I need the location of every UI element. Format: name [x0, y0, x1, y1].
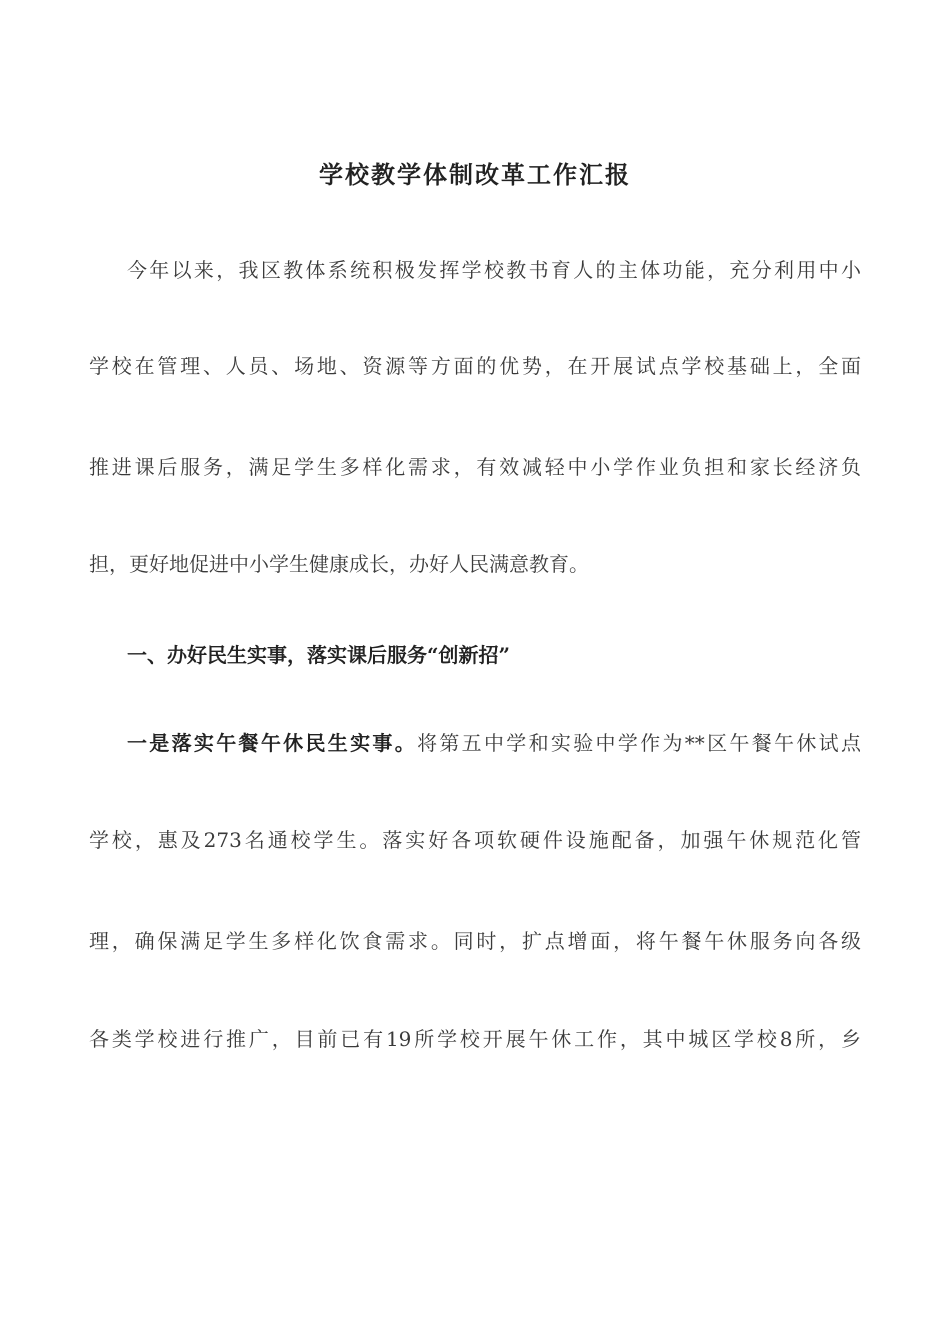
paragraph-line: 学校，惠及273名通校学生。落实好各项软硬件设施配备，加强午休规范化管 — [89, 828, 861, 852]
section-heading: 一、办好民生实事，落实课后服务“创新招” — [127, 643, 511, 667]
paragraph-line: 担，更好地促进中小学生健康成长，办好人民满意教育。 — [89, 552, 589, 576]
paragraph-line: 各类学校进行推广，目前已有19所学校开展午休工作，其中城区学校8所，乡 — [89, 1027, 861, 1051]
document-title: 学校教学体制改革工作汇报 — [319, 160, 631, 189]
paragraph-line: 学校在管理、人员、场地、资源等方面的优势，在开展试点学校基础上，全面 — [89, 354, 861, 378]
paragraph-line: 今年以来，我区教体系统积极发挥学校教书育人的主体功能，充分利用中小 — [127, 258, 861, 282]
paragraph-lead: 一是落实午餐午休民生实事。 — [127, 731, 418, 755]
paragraph-line-text: 将第五中学和实验中学作为**区午餐午休试点 — [417, 731, 861, 755]
paragraph-line — [89, 727, 861, 759]
paragraph-line: 推进课后服务，满足学生多样化需求，有效减轻中小学作业负担和家长经济负 — [89, 455, 861, 479]
paragraph-line: 理，确保满足学生多样化饮食需求。同时，扩点增面，将午餐午休服务向各级 — [89, 929, 861, 953]
